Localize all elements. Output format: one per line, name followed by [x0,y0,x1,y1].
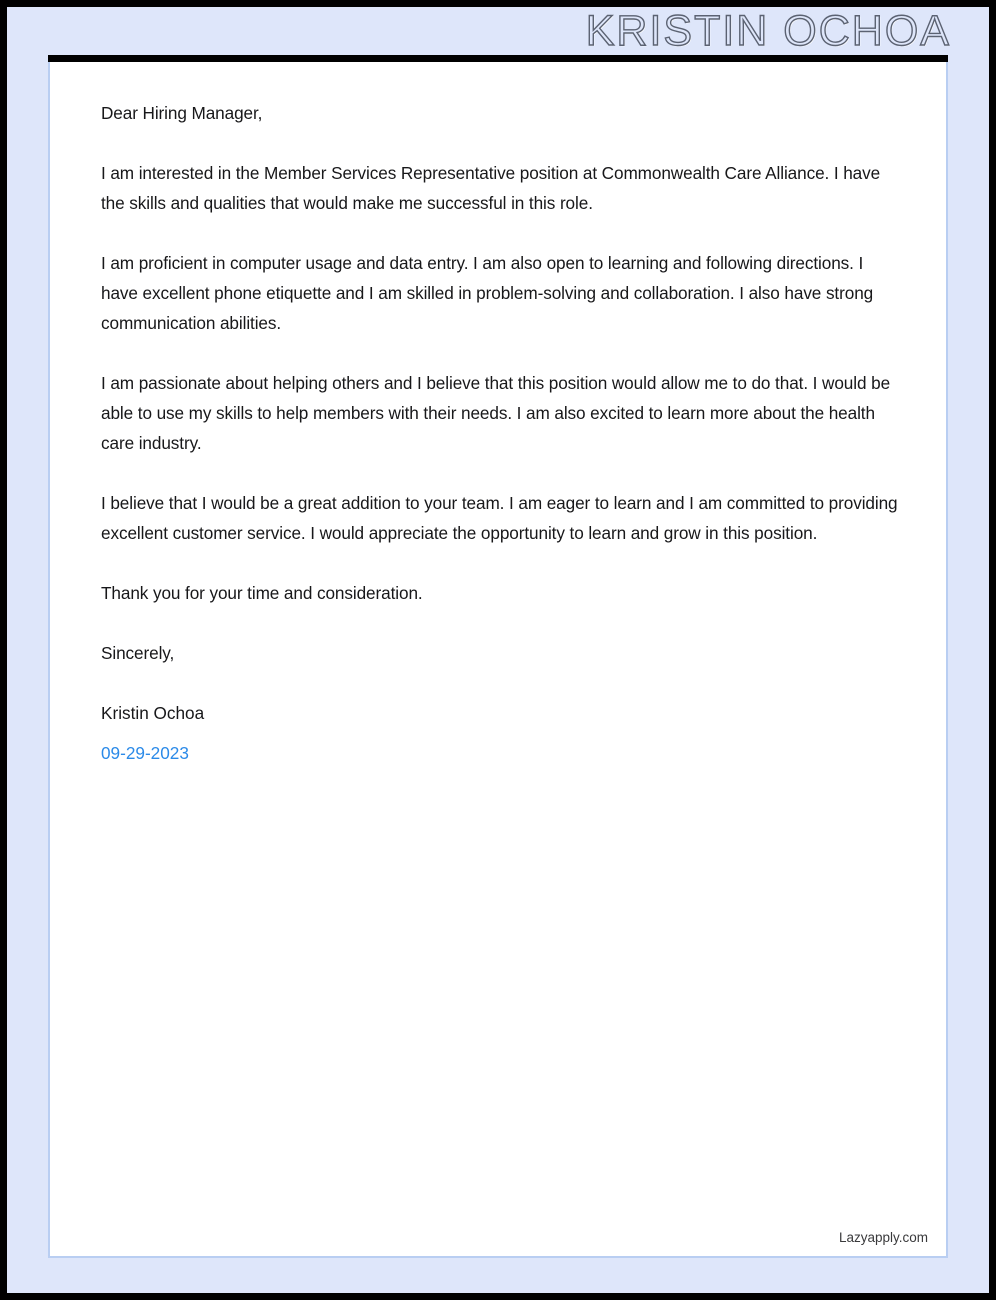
document-canvas [7,7,989,1293]
closing-salutation: Sincerely, [101,643,175,663]
letter-sheet [48,62,948,1258]
letterhead-header [7,7,989,55]
body-paragraph-4: I believe that I would be a great addition to your team. I am eager to learn and I am committed to providing excellent customer service. I would appreciate the opportunity to learn and grow in this position. [101,493,898,543]
letter-date: 09-29-2023 [101,743,189,763]
header-divider-rule [48,55,948,62]
body-paragraph-3: I am passionate about helping others and I believe that this position would allow me to do that. I would be able to use my skills to help members with their needs. I am also excited to learn more about the health care industry. [101,373,891,453]
salutation: Dear Hiring Manager, [101,103,263,123]
letter-content [101,98,901,768]
body-paragraph-2: I am proficient in computer usage and data entry. I am also open to learning and following directions. I have excellent phone etiquette and I am skilled in problem-solving and collaboration. I also have strong communication abilities. [101,253,874,333]
body-paragraph-1: I am interested in the Member Services Representative position at Commonwealth Care Alliance. I have the skills and qualities that would make me successful in this role. [101,163,881,213]
footer-watermark: Lazyapply.com [838,1230,928,1245]
body-paragraph-5: Thank you for your time and consideration. [101,583,423,603]
signature-name: Kristin Ochoa [101,703,205,723]
candidate-name-heading: KRISTIN OCHOA [585,7,951,55]
